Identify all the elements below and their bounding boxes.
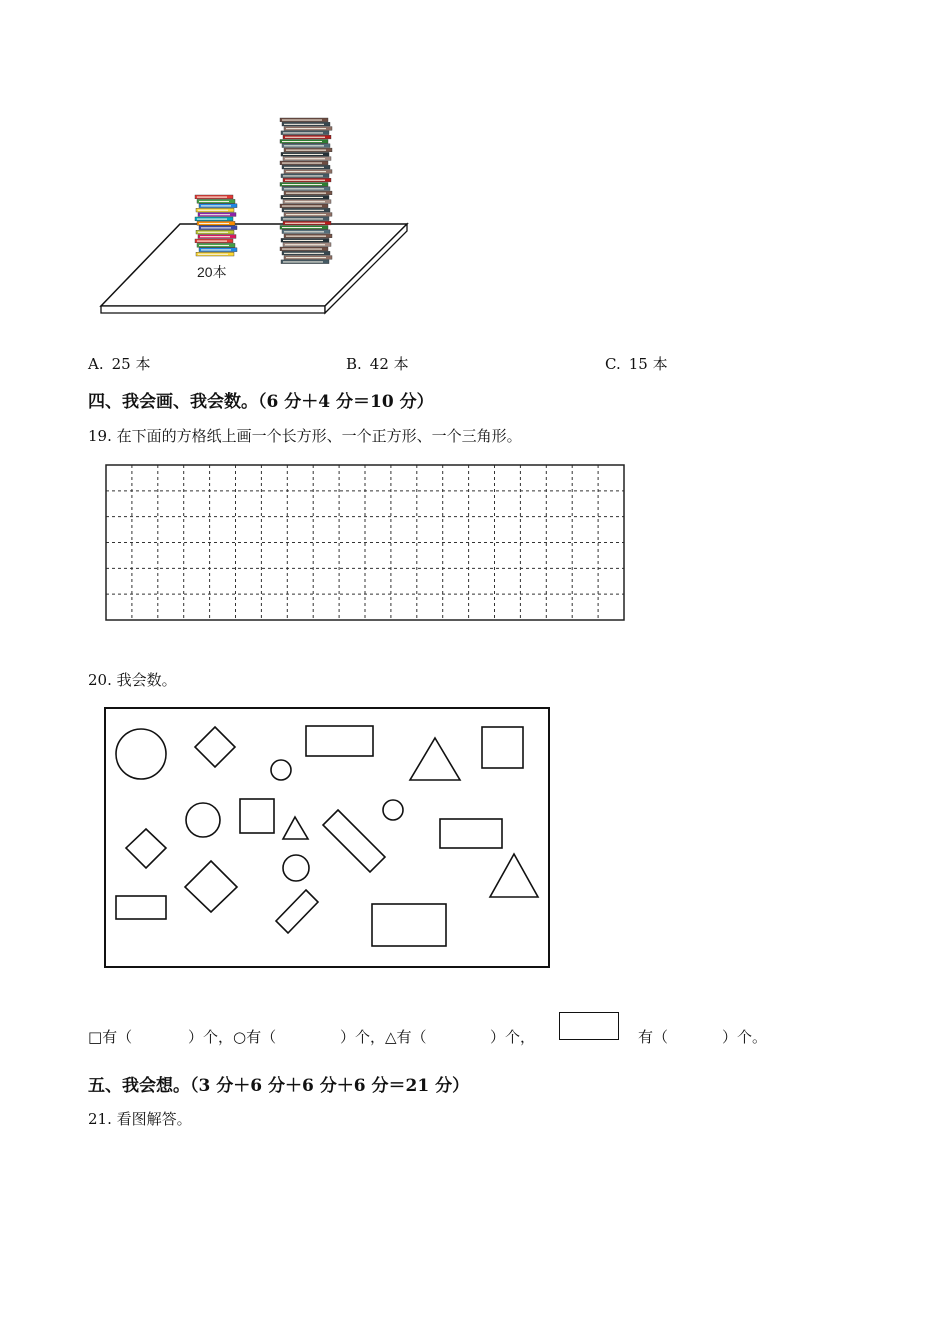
- book-pages: [286, 257, 326, 258]
- book-pages: [284, 145, 324, 146]
- book-pages: [286, 128, 326, 129]
- rectangle-tilted-shape: [323, 810, 385, 872]
- book-pages: [282, 141, 322, 142]
- answer-square-label-end: ）个，○有（: [188, 1028, 277, 1046]
- triangle-shape: [410, 738, 460, 780]
- book-pages: [285, 244, 325, 245]
- book-pages: [201, 249, 231, 250]
- rectangle-tilted-shape: [276, 890, 318, 933]
- book-pages: [200, 214, 230, 215]
- triangle-shape: [283, 817, 308, 839]
- answer-triangle-label-end: ）个，: [490, 1028, 536, 1046]
- circle-shape: [383, 800, 403, 820]
- square-shape: [482, 727, 523, 768]
- book-pages: [283, 240, 323, 241]
- question-21-number: 21.: [88, 1110, 112, 1128]
- diamond-square-shape: [195, 727, 235, 767]
- option-c-text: 15 本: [628, 355, 668, 373]
- table-edge-front: [101, 306, 325, 313]
- book-pages: [286, 214, 326, 215]
- question-20-text: 我会数。: [116, 671, 177, 689]
- book-pages: [198, 232, 228, 233]
- table-top: [101, 224, 407, 306]
- grid-paper[interactable]: [105, 464, 625, 622]
- book-pages: [197, 197, 227, 198]
- book-pages: [201, 227, 231, 228]
- question-21-text: 看图解答。: [116, 1110, 192, 1128]
- book-pages: [197, 241, 227, 242]
- book-pages: [283, 132, 323, 133]
- book-pages: [284, 167, 324, 168]
- book-pages: [284, 210, 324, 211]
- question-21: [88, 1108, 192, 1129]
- option-b[interactable]: [346, 353, 409, 374]
- book-pages: [198, 254, 228, 255]
- book-pages: [284, 231, 324, 232]
- rectangle-shape: [116, 896, 166, 919]
- question-19-number: 19.: [88, 427, 112, 445]
- rectangle-shape: [440, 819, 502, 848]
- diamond-square-shape: [185, 861, 237, 912]
- book-pages: [282, 163, 322, 164]
- question-19-text: 在下面的方格纸上画一个长方形、一个正方形、一个三角形。: [116, 427, 522, 445]
- circle-shape: [116, 729, 166, 779]
- grid-dashed-lines: [106, 465, 624, 620]
- book-pages: [201, 205, 231, 206]
- book-pages: [198, 210, 228, 211]
- question-20: [88, 669, 177, 690]
- book-pages: [286, 193, 326, 194]
- answer-circle-label-end: ）个，△有（: [340, 1028, 427, 1046]
- book-pages: [286, 150, 326, 151]
- option-c[interactable]: [605, 353, 668, 374]
- book-pages: [283, 218, 323, 219]
- book-pages: [283, 175, 323, 176]
- book-stacks-figure: [95, 110, 415, 320]
- stack-label: 20本: [197, 264, 227, 280]
- book-pages: [286, 236, 326, 237]
- book-pages: [282, 120, 322, 121]
- book-pages: [199, 245, 229, 246]
- question-19: [88, 425, 522, 446]
- answer-rectangle-icon: [559, 1012, 619, 1040]
- answer-rectangle-label-end: ）个。: [722, 1028, 768, 1046]
- square-shape: [240, 799, 274, 833]
- option-b-text: 42 本: [369, 355, 409, 373]
- book-pages: [283, 154, 323, 155]
- book-pages: [284, 253, 324, 254]
- book-pages: [282, 206, 322, 207]
- section-4-heading: 四、我会画、我会数。（6 分＋4 分＝10 分）: [88, 392, 434, 412]
- answer-rectangle-label: 有（: [638, 1028, 669, 1046]
- book-pages: [286, 171, 326, 172]
- book-pages: [282, 184, 322, 185]
- book-pages: [282, 249, 322, 250]
- book-pages: [199, 223, 229, 224]
- book-pages: [285, 158, 325, 159]
- diamond-square-shape: [126, 829, 166, 868]
- rectangle-shape: [306, 726, 373, 756]
- tall-book-stack: [280, 118, 332, 264]
- book-pages: [199, 201, 229, 202]
- circle-shape: [283, 855, 309, 881]
- option-a-text: 25 本: [111, 355, 151, 373]
- book-pages: [197, 219, 227, 220]
- triangle-shape: [490, 854, 538, 897]
- book-pages: [285, 137, 325, 138]
- shapes-panel: [104, 707, 550, 969]
- book-pages: [200, 236, 230, 237]
- section-5-heading: 五、我会想。（3 分＋6 分＋6 分＋6 分＝21 分）: [88, 1076, 470, 1096]
- option-b-letter: B.: [346, 355, 362, 373]
- book-pages: [284, 188, 324, 189]
- option-c-letter: C.: [605, 355, 621, 373]
- option-a-letter: A.: [88, 355, 104, 373]
- answer-square-label: □有（: [88, 1028, 133, 1046]
- rectangle-shape: [372, 904, 446, 946]
- book-pages: [285, 180, 325, 181]
- book-pages: [282, 227, 322, 228]
- question-20-answer-line: [88, 1026, 848, 1046]
- book-pages: [284, 124, 324, 125]
- book-pages: [283, 261, 323, 262]
- option-a[interactable]: [88, 353, 150, 374]
- book-pages: [285, 223, 325, 224]
- circle-shape: [271, 760, 291, 780]
- question-20-number: 20.: [88, 671, 112, 689]
- circle-shape: [186, 803, 220, 837]
- book-pages: [283, 197, 323, 198]
- book-pages: [285, 201, 325, 202]
